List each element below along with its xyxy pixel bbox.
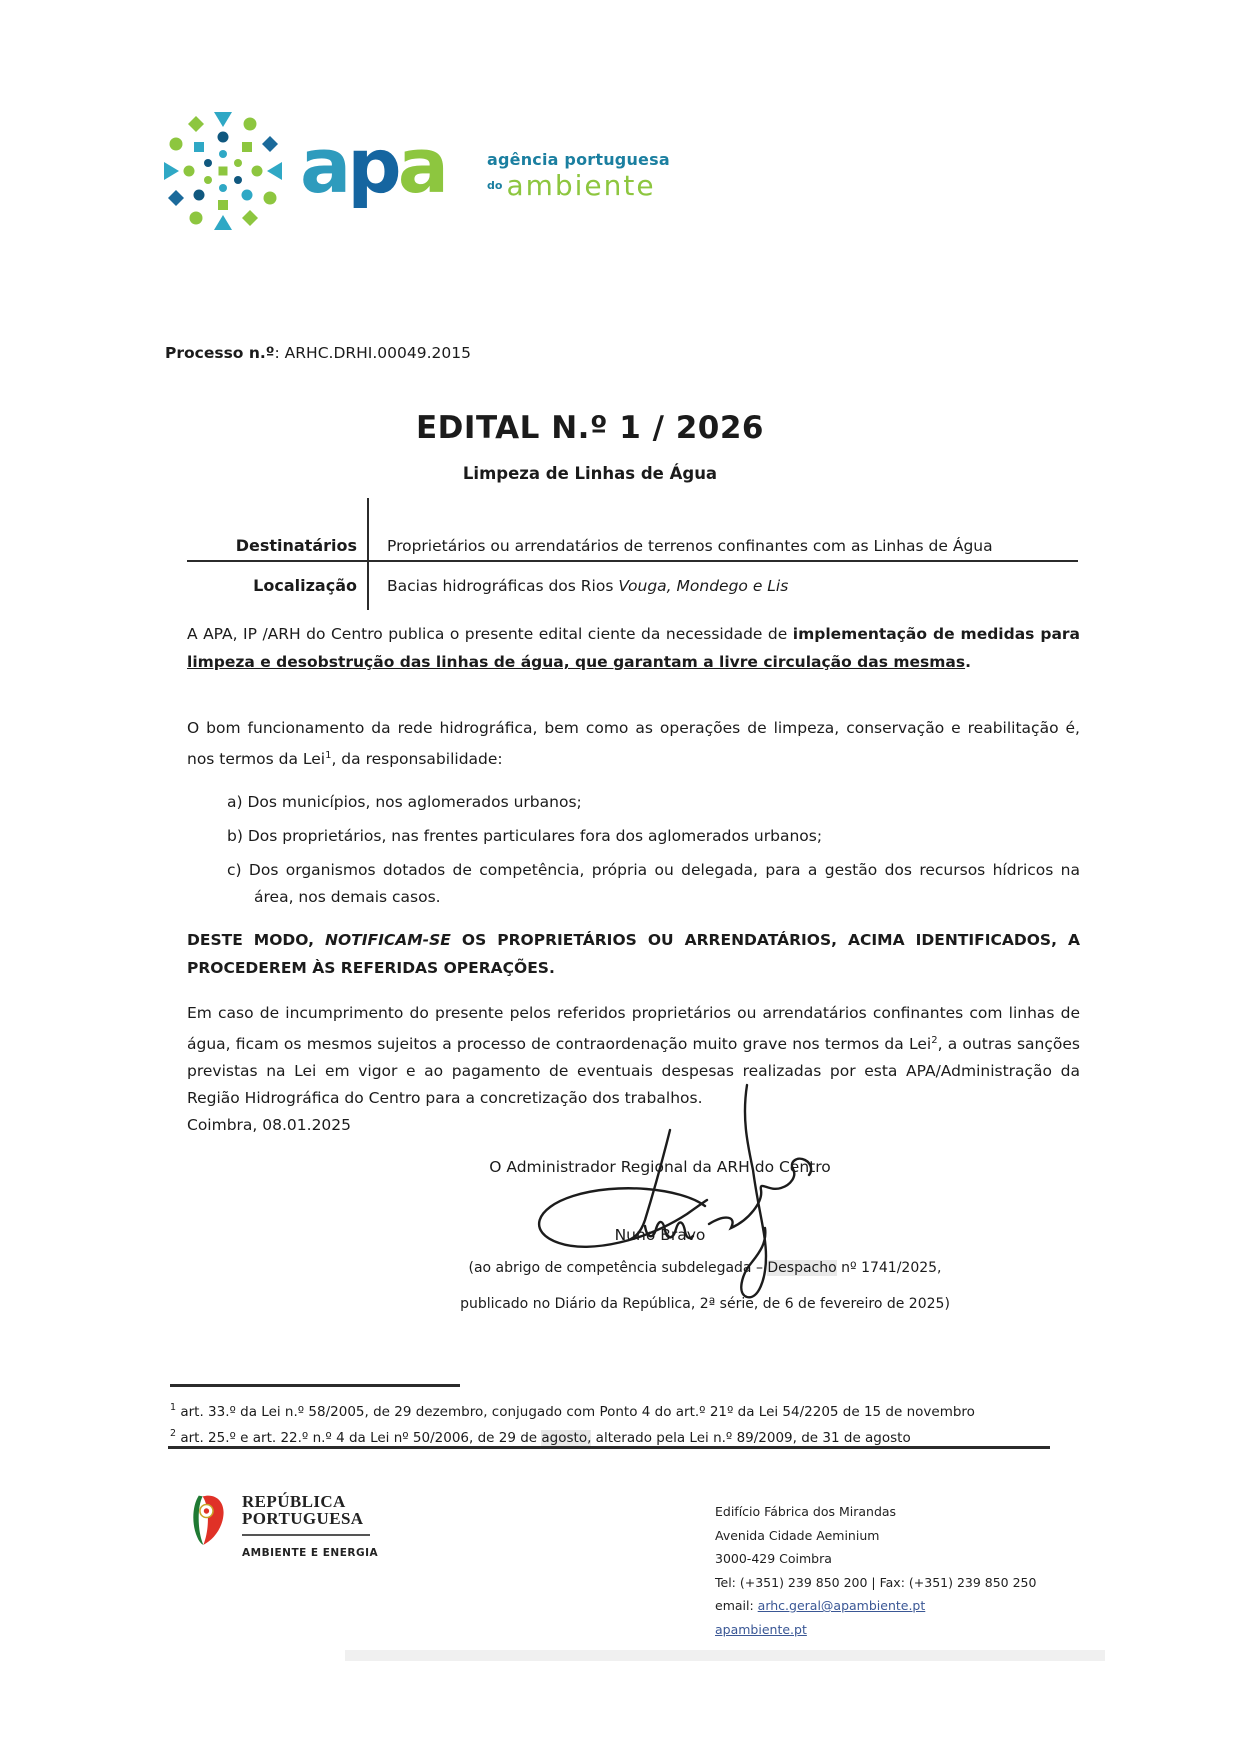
footnote-2-agosto: agosto, xyxy=(541,1430,592,1446)
apa-letter-a1: a xyxy=(300,121,348,210)
apa-tagline xyxy=(487,150,670,202)
apa-wordmark xyxy=(300,121,445,210)
table-value-localizacao xyxy=(387,577,1078,595)
note1-despacho: Despacho xyxy=(767,1260,837,1276)
process-value: : ARHC.DRHI.00049.2015 xyxy=(274,344,471,362)
footer-address-block xyxy=(715,1500,1135,1641)
footnote-2-pre: art. 25.º e art. 22.º n.º 4 da Lei nº 50/2006, de 29 de xyxy=(176,1430,542,1446)
p1-bold-underline: limpeza e desobstrução das linhas de água, que garantam a livre circulação das mesmas xyxy=(187,653,966,671)
address-line-2: Avenida Cidade Aeminium xyxy=(715,1527,880,1543)
signatory-role: O Administrador Regional da ARH do Centro xyxy=(489,1158,831,1176)
address-email-line xyxy=(715,1594,1135,1618)
footnote-separator xyxy=(170,1384,460,1387)
address-line-4: Tel: (+351) 239 850 200 | Fax: (+351) 239 850 250 xyxy=(715,1574,1037,1590)
bottom-rule xyxy=(168,1446,1050,1449)
table-row-localizacao xyxy=(187,572,1078,600)
process-number-line xyxy=(165,344,471,362)
website-link[interactable]: apambiente.pt xyxy=(715,1621,807,1637)
email-label: email: xyxy=(715,1598,758,1613)
page-subtitle: Limpeza de Linhas de Água xyxy=(462,464,718,483)
apa-letter-a2: a xyxy=(397,121,445,210)
footnote-1-text: art. 33.º da Lei n.º 58/2005, de 29 dezembro, conjugado com Ponto 4 do art.º 21º da Lei 54/2205 de 15 de novembro xyxy=(176,1404,975,1420)
p1-end: . xyxy=(965,653,971,671)
address-line-1: Edifício Fábrica dos Mirandas xyxy=(715,1504,897,1519)
gov-line2: PORTUGUESA xyxy=(242,1508,364,1528)
apa-tagline-ambiente: ambiente xyxy=(506,169,656,202)
responsibility-list xyxy=(227,789,1080,918)
list-item-c: c) Dos organismos dotados de competência, própria ou delegada, para a gestão dos recursos hídricos na área, nos demais casos. xyxy=(227,861,1080,906)
notice-notificam-se: NOTIFICAM-SE xyxy=(325,931,451,949)
gov-divider xyxy=(242,1534,370,1536)
table-value-destinatarios: Proprietários ou arrendatários de terrenos confinantes com as Linhas de Água xyxy=(387,537,993,555)
table-label-localizacao: Localização xyxy=(253,576,357,595)
scan-smudge xyxy=(345,1650,1105,1661)
localizacao-rivers: Vouga, Mondego e Lis xyxy=(618,577,789,595)
footnote-ref-2: 2 xyxy=(931,1035,938,1046)
p1-bold: implementação de medidas para xyxy=(792,625,1081,643)
footnote-2 xyxy=(170,1424,1085,1448)
notice-pre: DESTE MODO, xyxy=(187,931,326,949)
footnote-ref-1: 1 xyxy=(325,750,332,761)
table-row-destinatarios xyxy=(187,532,1078,562)
footnote-1 xyxy=(170,1398,1085,1422)
gov-line1: REPÚBLICA xyxy=(242,1492,346,1511)
signature-note-1 xyxy=(305,1260,1105,1276)
p4-text: Em caso de incumprimento do presente pelos referidos proprietários ou arrendatários confinantes com linhas de água, ficam os mesmos sujeitos a processo de contraordenação muito grave nos termos da Lei xyxy=(187,1004,1080,1053)
localizacao-text: Bacias hidrográficas dos Rios xyxy=(387,577,619,595)
p2-text: O bom funcionamento da rede hidrográfica, bem como as operações de limpeza, conservação e reabilitação é, nos termos da Lei xyxy=(187,719,1080,768)
p4-after: , a outras sanções previstas na Lei em vigor e ao pagamento de eventuais despesas realizadas por esta APA/Administração da Região Hidrográfica do Centro para a concretização dos trabalhos. xyxy=(187,1035,1080,1107)
footnote-2-marker: 2 xyxy=(170,1428,177,1439)
apa-tagline-line1: agência portuguesa xyxy=(487,150,670,169)
footnote-2-post: alterado pela Lei n.º 89/2009, de 31 de agosto xyxy=(591,1430,911,1446)
address-website-line xyxy=(715,1618,1135,1642)
email-link[interactable]: arhc.geral@apambiente.pt xyxy=(757,1598,926,1613)
apa-logo-rosette-icon xyxy=(158,106,288,236)
signatory-name: Nuno Bravo xyxy=(614,1226,706,1244)
p2-after: , da responsabilidade: xyxy=(331,750,503,768)
list-item-a: a) Dos municípios, nos aglomerados urbanos; xyxy=(227,793,582,811)
note1-post: nº 1741/2025, xyxy=(836,1260,942,1276)
address-line-3: 3000-429 Coimbra xyxy=(715,1551,832,1566)
paragraph-responsibility xyxy=(187,714,1080,773)
apa-tagline-line2 xyxy=(487,169,670,202)
republica-portuguesa-emblem-icon xyxy=(188,1494,228,1552)
table-label-destinatarios: Destinatários xyxy=(235,536,357,555)
list-item-b: b) Dos proprietários, nas frentes particulares fora dos aglomerados urbanos; xyxy=(227,827,823,845)
page-title: EDITAL N.º 1 / 2026 xyxy=(416,410,764,446)
notice-post: OS PROPRIETÁRIOS OU ARRENDATÁRIOS, ACIMA IDENTIFICADOS, A PROCEDEREM ÀS REFERIDAS OPERAÇÕES. xyxy=(187,931,1080,977)
apa-letter-p: p xyxy=(347,121,398,210)
paragraph-notice xyxy=(187,926,1080,982)
dateline: Coimbra, 08.01.2025 xyxy=(187,1116,352,1134)
note1-pre: (ao abrigo de competência subdelegada – xyxy=(468,1260,768,1276)
p1-normal: A APA, IP /ARH do Centro publica o presente edital ciente da necessidade de xyxy=(187,625,793,643)
process-label: Processo n.º xyxy=(165,344,275,362)
signature-note-2: publicado no Diário da República, 2ª série, de 6 de fevereiro de 2025) xyxy=(460,1296,950,1312)
republica-portuguesa-wordmark xyxy=(242,1494,378,1559)
paragraph-noncompliance xyxy=(187,1000,1080,1112)
apa-tagline-do: do xyxy=(487,179,503,192)
gov-department: AMBIENTE E ENERGIA xyxy=(242,1546,379,1559)
paragraph-intro xyxy=(187,620,1080,676)
footnote-1-marker: 1 xyxy=(170,1402,177,1413)
